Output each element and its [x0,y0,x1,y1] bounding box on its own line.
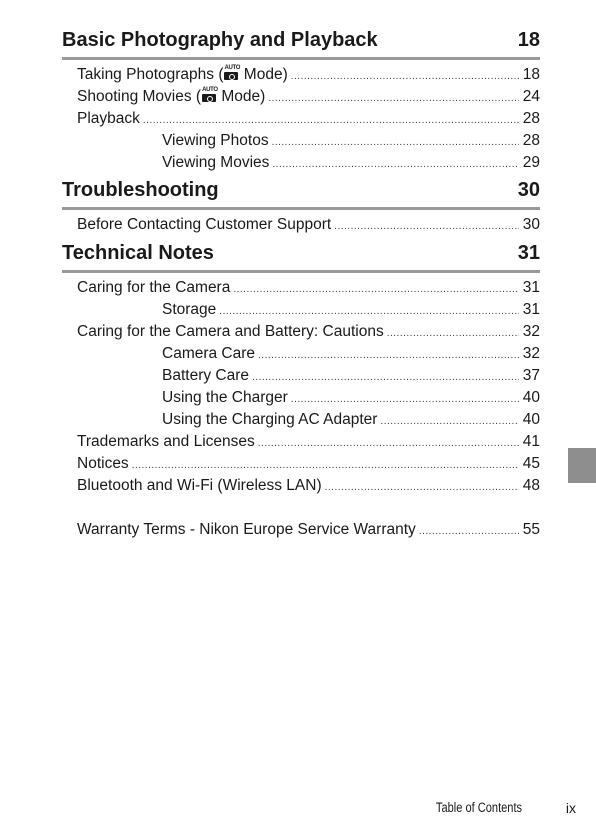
entry-title: Using the Charger [162,389,288,406]
dot-leader [258,433,519,455]
entry-page-number: 45 [522,455,540,472]
entry-title: Playback [77,110,140,127]
toc-entry-playback[interactable] [62,108,540,130]
toc-entry-list [62,64,540,174]
toc-entry-camera-battery-cautions[interactable] [62,321,540,343]
toc-entry-viewing-photos[interactable] [62,130,540,152]
toc-entry-shooting-movies[interactable] [62,86,540,108]
entry-title: Caring for the Camera and Battery: Cautions [77,323,384,340]
entry-title: Viewing Photos [162,132,269,149]
entry-page-number: 40 [522,389,540,406]
dot-leader [291,66,519,88]
section-heading[interactable] [62,178,540,202]
entry-title: Notices [77,455,129,472]
section-page-number: 18 [517,29,540,51]
auto-mode-camera-icon: AUTO [224,66,238,80]
toc-entry-list [62,277,540,541]
section-page-number: 30 [517,179,540,201]
entry-page-number: 32 [522,345,540,362]
entry-title: Taking Photographs ( AUTO Mode) [77,65,288,83]
entry-page-number: 37 [522,367,540,384]
entry-page-number: 41 [522,433,540,450]
toc-entry-caring-for-camera[interactable] [62,277,540,299]
dot-leader [380,411,519,433]
toc-entry-before-contacting-support[interactable] [62,214,540,236]
entry-title: Before Contacting Customer Support [77,216,332,233]
entry-title: Bluetooth and Wi-Fi (Wireless LAN) [77,477,322,494]
dot-leader [268,88,519,110]
dot-leader [143,110,519,132]
entry-title: Shooting Movies ( AUTO Mode) [77,87,266,105]
section-divider [62,57,540,60]
entry-title: Battery Care [162,367,250,384]
section-title: Troubleshooting [62,179,219,201]
entry-page-number: 31 [522,279,540,296]
toc-entry-using-charger[interactable] [62,387,540,409]
footer-label: Table of Contents [435,800,522,815]
dot-leader [272,132,519,154]
entry-title: Caring for the Camera [77,279,231,296]
section-heading[interactable] [62,28,540,52]
toc-entry-taking-photographs[interactable] [62,64,540,86]
entry-page-number: 55 [522,521,540,538]
page-footer [0,800,596,818]
toc-entry-list [62,214,540,236]
dot-leader [387,323,519,345]
dot-leader [233,279,519,301]
toc-entry-camera-care[interactable] [62,343,540,365]
entry-title: Trademarks and Licenses [77,433,255,450]
section-divider [62,207,540,210]
entry-page-number: 28 [522,132,540,149]
footer-page-number: ix [565,800,576,816]
entry-page-number: 28 [522,110,540,127]
toc-section-basic-photography [62,28,540,174]
entry-title: Viewing Movies [162,154,270,171]
entry-page-number: 31 [522,301,540,318]
dot-leader [219,301,519,323]
dot-leader [252,367,519,389]
dot-leader [272,154,519,176]
entry-page-number: 48 [522,477,540,494]
toc-section-technical-notes [62,241,540,541]
section-page-number: 31 [517,242,540,264]
toc-entry-battery-care[interactable] [62,365,540,387]
entry-page-number: 18 [522,66,540,83]
section-title: Technical Notes [62,242,214,264]
toc-entry-warranty-terms[interactable] [62,519,540,541]
entry-page-number: 40 [522,411,540,428]
section-heading[interactable] [62,241,540,265]
entry-page-number: 24 [522,88,540,105]
auto-mode-camera-icon: AUTO [202,88,216,102]
dot-leader [258,345,519,367]
toc-entry-bluetooth-wifi[interactable] [62,475,540,497]
dot-leader [419,521,519,543]
entry-page-number: 29 [522,154,540,171]
toc-entry-trademarks-licenses[interactable] [62,431,540,453]
entry-title: Storage [162,301,217,318]
toc-entry-notices[interactable] [62,453,540,475]
chapter-thumb-tab [568,448,596,483]
dot-leader [325,477,519,499]
entry-title: Using the Charging AC Adapter [162,411,378,428]
dot-leader [334,216,519,238]
toc-entry-storage[interactable] [62,299,540,321]
section-title: Basic Photography and Playback [62,29,378,51]
entry-page-number: 32 [522,323,540,340]
entry-title: Warranty Terms - Nikon Europe Service Warranty [77,521,416,538]
dot-leader [132,455,519,477]
toc-entry-charging-ac-adapter[interactable] [62,409,540,431]
dot-leader [291,389,519,411]
entry-page-number: 30 [522,216,540,233]
toc-entry-viewing-movies[interactable] [62,152,540,174]
section-divider [62,270,540,273]
toc-section-troubleshooting [62,178,540,236]
entry-title: Camera Care [162,345,256,362]
